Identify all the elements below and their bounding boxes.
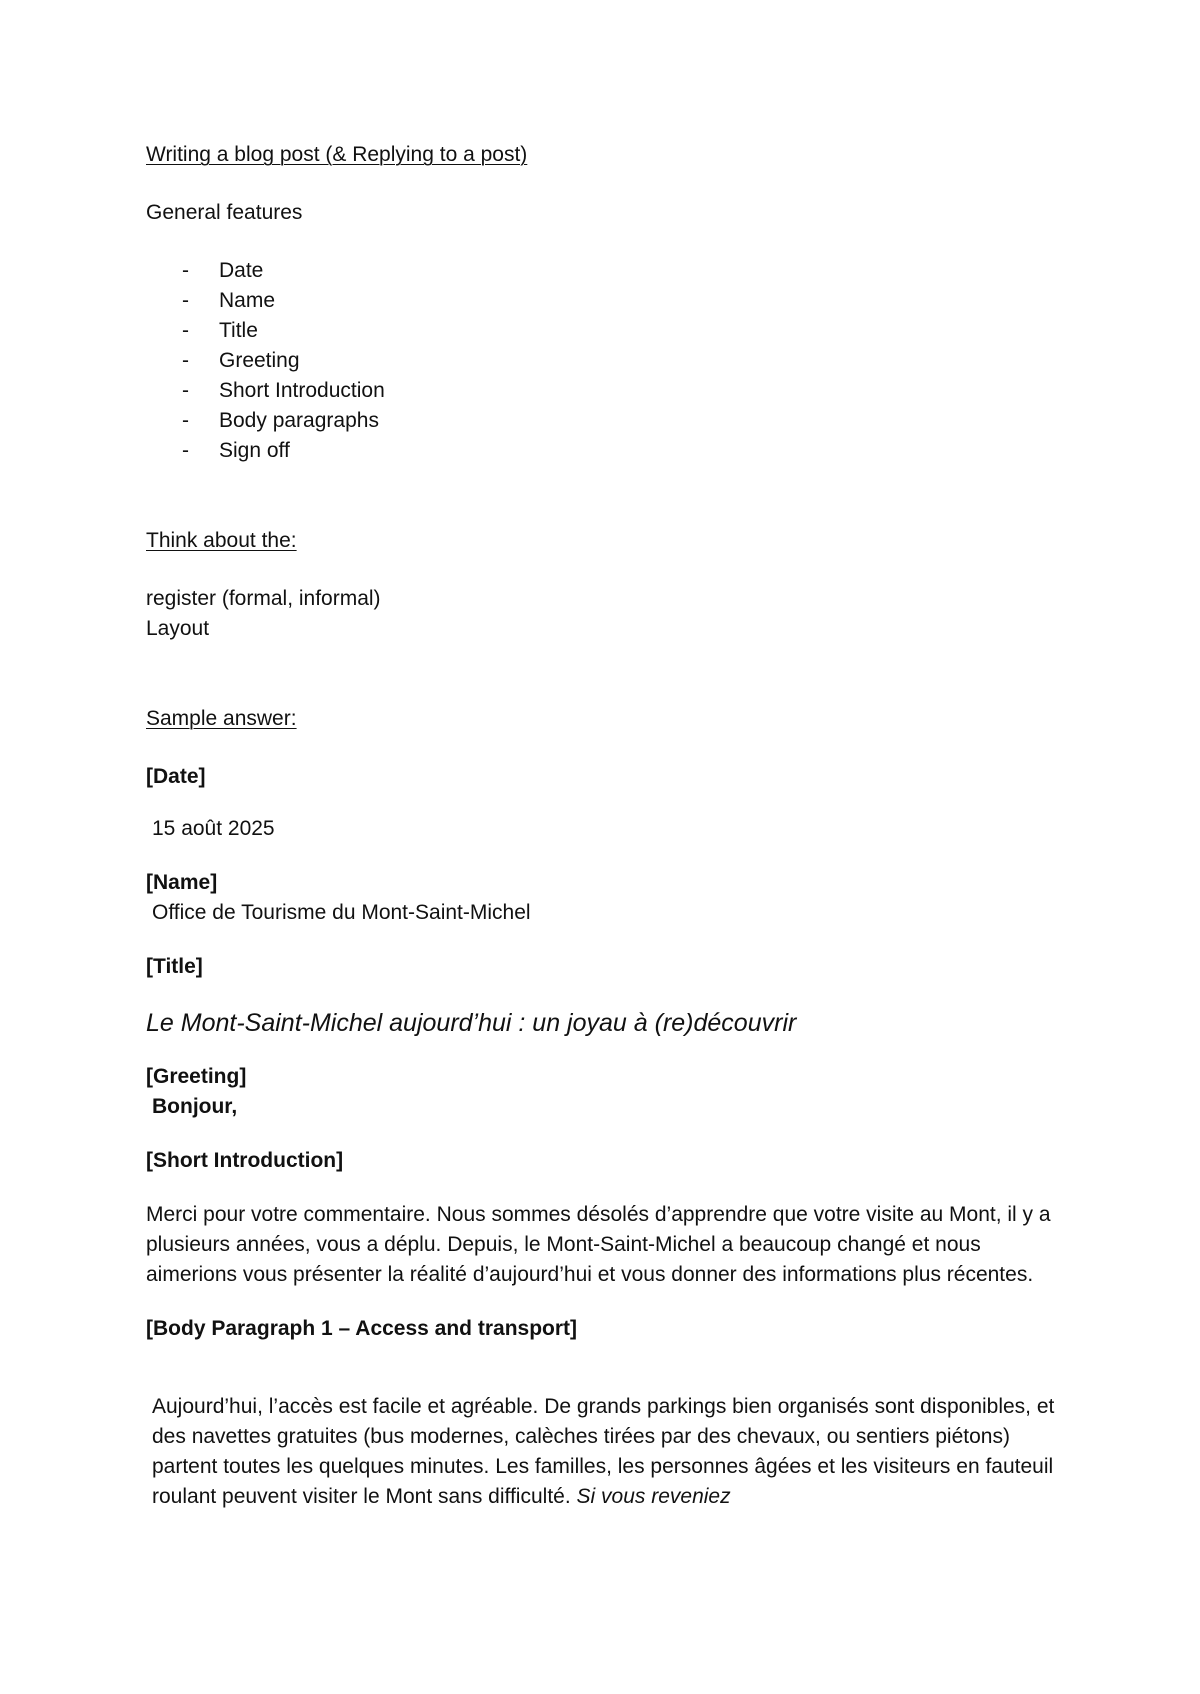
name-value: Office de Tourisme du Mont-Saint-Michel [152, 901, 531, 924]
intro-label: [Short Introduction] [146, 1149, 344, 1172]
bullet-dash: - [182, 379, 189, 402]
list-item [146, 436, 1066, 466]
greeting-value: Bonjour, [152, 1095, 238, 1118]
think-item-register: register (formal, informal) [146, 587, 381, 610]
list-item-text: Body paragraphs [219, 409, 379, 432]
document-page [146, 140, 1066, 1512]
greeting-label: [Greeting] [146, 1065, 247, 1088]
body1-italic-text: Si vous reveniez [576, 1485, 731, 1508]
list-item-text: Date [219, 259, 264, 282]
features-list [146, 256, 1066, 466]
list-item-text: Sign off [219, 439, 290, 462]
list-item [146, 316, 1066, 346]
list-item-text: Name [219, 289, 276, 312]
list-item-text: Title [219, 319, 258, 342]
date-value: 15 août 2025 [152, 817, 275, 840]
body1-text: Aujourd’hui, l’accès est facile et agréable. De grands parkings bien organisés sont disponibles, et des navettes gratuites (bus modernes, calèches tirées par des chevaux, ou sentiers piétons) partent toutes les quelques minutes. Les familles, les personnes âgées et les visiteurs en fauteuil roulant peuvent visiter le Mont sans difficulté. [152, 1395, 1055, 1508]
date-label: [Date] [146, 765, 206, 788]
list-item-text: Short Introduction [219, 379, 385, 402]
list-item-text: Greeting [219, 349, 300, 372]
bullet-dash: - [182, 319, 189, 342]
blog-title: Le Mont-Saint-Michel aujourd’hui : un joyau à (re)découvrir [146, 1009, 797, 1037]
features-label: General features [146, 201, 303, 224]
sample-heading: Sample answer: [146, 707, 297, 730]
bullet-dash: - [182, 259, 189, 282]
bullet-dash: - [182, 439, 189, 462]
body1-label: [Body Paragraph 1 – Access and transport] [146, 1317, 578, 1340]
think-item-layout: Layout [146, 617, 210, 640]
document-heading: Writing a blog post (& Replying to a post) [146, 143, 528, 166]
think-heading: Think about the: [146, 529, 297, 552]
bullet-dash: - [182, 409, 189, 432]
list-item [146, 256, 1066, 286]
title-label: [Title] [146, 955, 203, 978]
list-item [146, 406, 1066, 436]
list-item [146, 286, 1066, 316]
list-item [146, 346, 1066, 376]
bullet-dash: - [182, 289, 189, 312]
intro-paragraph: Merci pour votre commentaire. Nous sommes désolés d’apprendre que votre visite au Mont, il y a plusieurs années, vous a déplu. Depuis, le Mont-Saint-Michel a beaucoup changé et nous aimerions vous présenter la réalité d’aujourd’hui et vous donner des informations plus récentes. [146, 1203, 1051, 1286]
list-item [146, 376, 1066, 406]
body1-paragraph [146, 1392, 1066, 1512]
name-label: [Name] [146, 871, 218, 894]
bullet-dash: - [182, 349, 189, 372]
